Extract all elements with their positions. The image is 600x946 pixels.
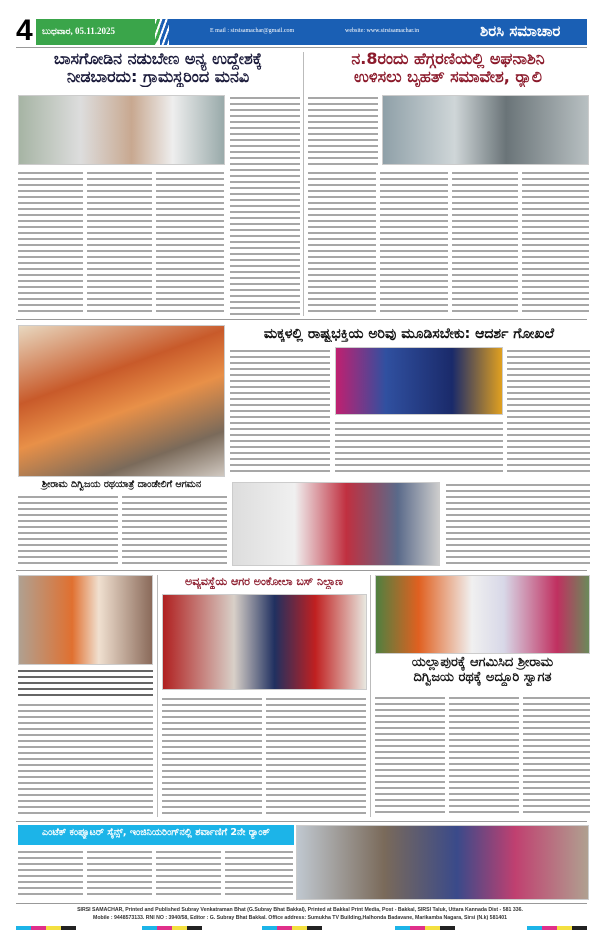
masthead: ಶಿರಸಿ ಸಮಾಚಾರ (480, 22, 561, 40)
story-text (18, 702, 153, 817)
photo-temple-rathayatra (18, 325, 225, 477)
footer-line: Mobile : 9448573133. RNI NO : 3940/58, Editor : G. Subray Bhat Bakkal. Office address: Sumukha TV Building,Halhonda Badavane, Marikamba Nagara, Sirsi (N.k) 581401 (93, 915, 507, 921)
header-website: website: www.sirsisamachar.in (345, 28, 420, 34)
story-text (375, 695, 445, 817)
story-text (449, 695, 519, 817)
story-text (18, 170, 83, 315)
story-text (156, 170, 224, 315)
story-text (523, 695, 590, 817)
photo-press-meet (382, 95, 589, 165)
story-caption (18, 668, 153, 698)
photo-villagers-memorandum (18, 95, 225, 165)
story-text (162, 696, 262, 817)
headline-line: ಯಲ್ಲಾಪುರಕ್ಕೆ ಆಗಮಿಸಿದ ಶ್ರೀರಾಮ (411, 656, 554, 670)
color-registration-bar (16, 926, 76, 930)
story-text (87, 170, 152, 315)
headline-dandeli: ಶ್ರೀರಾಮ ದಿಗ್ವಿಜಯ ರಥಯಾತ್ರೆ ದಾಂಡೇಲಿಗೆ ಆಗಮನ (41, 480, 202, 490)
story-text (225, 849, 293, 899)
headline-basagod (14, 50, 302, 87)
photo-felicitation (18, 575, 153, 665)
story-text (446, 482, 590, 566)
header-date: ಬುಧವಾರ, 05.11.2025 (42, 26, 115, 36)
photo-bus-stand (162, 594, 367, 690)
story-text (335, 420, 503, 473)
story-text (18, 494, 118, 566)
headline-line: ಬಾಸಗೋಡಿನ ನಡುಬೇಣ ಅನ್ಯ ಉದ್ದೇಶಕ್ಕೆ (53, 50, 263, 68)
color-registration-bar (395, 926, 455, 930)
story-text (156, 849, 221, 899)
headline-line: ಉಳಿಸಲು ಬೃಹತ್ ಸಮಾವೇಶ, ರ್‍ಯಾಲಿ (354, 67, 542, 87)
page-number: 4 (16, 14, 33, 47)
headline-line: ನೀಡಬಾರದು: ಗ್ರಾಮಸ್ಥರಿಂದ ಮನವಿ (66, 67, 250, 87)
photo-stage-event (335, 347, 503, 415)
photo-yellapur-welcome (375, 575, 590, 654)
color-registration-bar (142, 926, 202, 930)
footer-imprint (0, 906, 600, 922)
headline-yellapur (375, 656, 590, 686)
story-text (18, 849, 83, 899)
story-text (308, 170, 376, 315)
story-text (308, 95, 378, 165)
story-text (230, 348, 330, 473)
headline-gokhale: ಮಕ್ಕಳಲ್ಲಿ ರಾಷ್ಟ್ರಭಕ್ತಿಯ ಅರಿವು ಮೂಡಿಸಬೇಕು: ಆದರ್ಶ ಗೋಖಲೆ (263, 326, 555, 342)
story-text (452, 170, 518, 315)
headline-sharvani-rank: ಎಂಟೆಕ್ ಕಂಪ್ಯೂಟರ್ ಸೈನ್ಸ್, ಇಂಜಿನಿಯರಿಂಗ್‌ನಲ್ಲಿ ಶರ್ವಾಣಿಗೆ 2ನೇ ರ್‍ಯಾಂಕ್ (42, 828, 270, 838)
story-text (522, 170, 589, 315)
story-text (380, 170, 448, 315)
headline-ankola-bus-stand: ಅವ್ಯವಸ್ಥೆಯ ಆಗರ ಅಂಕೋಲಾ ಬಸ್ ನಿಲ್ದಾಣ (185, 576, 343, 588)
header-email: E mail : sirsisamachar@gmail.com (210, 28, 295, 34)
photo-graduation (296, 825, 589, 900)
story-text (122, 494, 227, 566)
story-text (87, 849, 152, 899)
photo-meeting (232, 482, 440, 566)
color-registration-bar (262, 926, 322, 930)
story-text (266, 696, 366, 817)
story-text (230, 95, 300, 315)
headline-line: ದಿಗ್ವಿಜಯ ರಥಕ್ಕೆ ಅದ್ದೂರಿ ಸ್ವಾಗತ (413, 669, 552, 685)
headline-line: ನ.8ರಂದು ಹೆಗ್ಗರಣಿಯಲ್ಲಿ ಅಘನಾಶಿನಿ (351, 50, 545, 68)
header-stripes (155, 19, 169, 45)
color-registration-bar (527, 926, 587, 930)
story-text (507, 348, 590, 473)
headline-aghanashini (306, 50, 590, 87)
footer-line: SIRSI SAMACHAR, Printed and Published Subray Venkatraman Bhat (G.Subray Bhat Bakkal), Printed at Bakkal Print Media, Post - Bakkal, SIRSI Taluk, Uttara Kannada Dist - 581 336. (77, 907, 523, 913)
